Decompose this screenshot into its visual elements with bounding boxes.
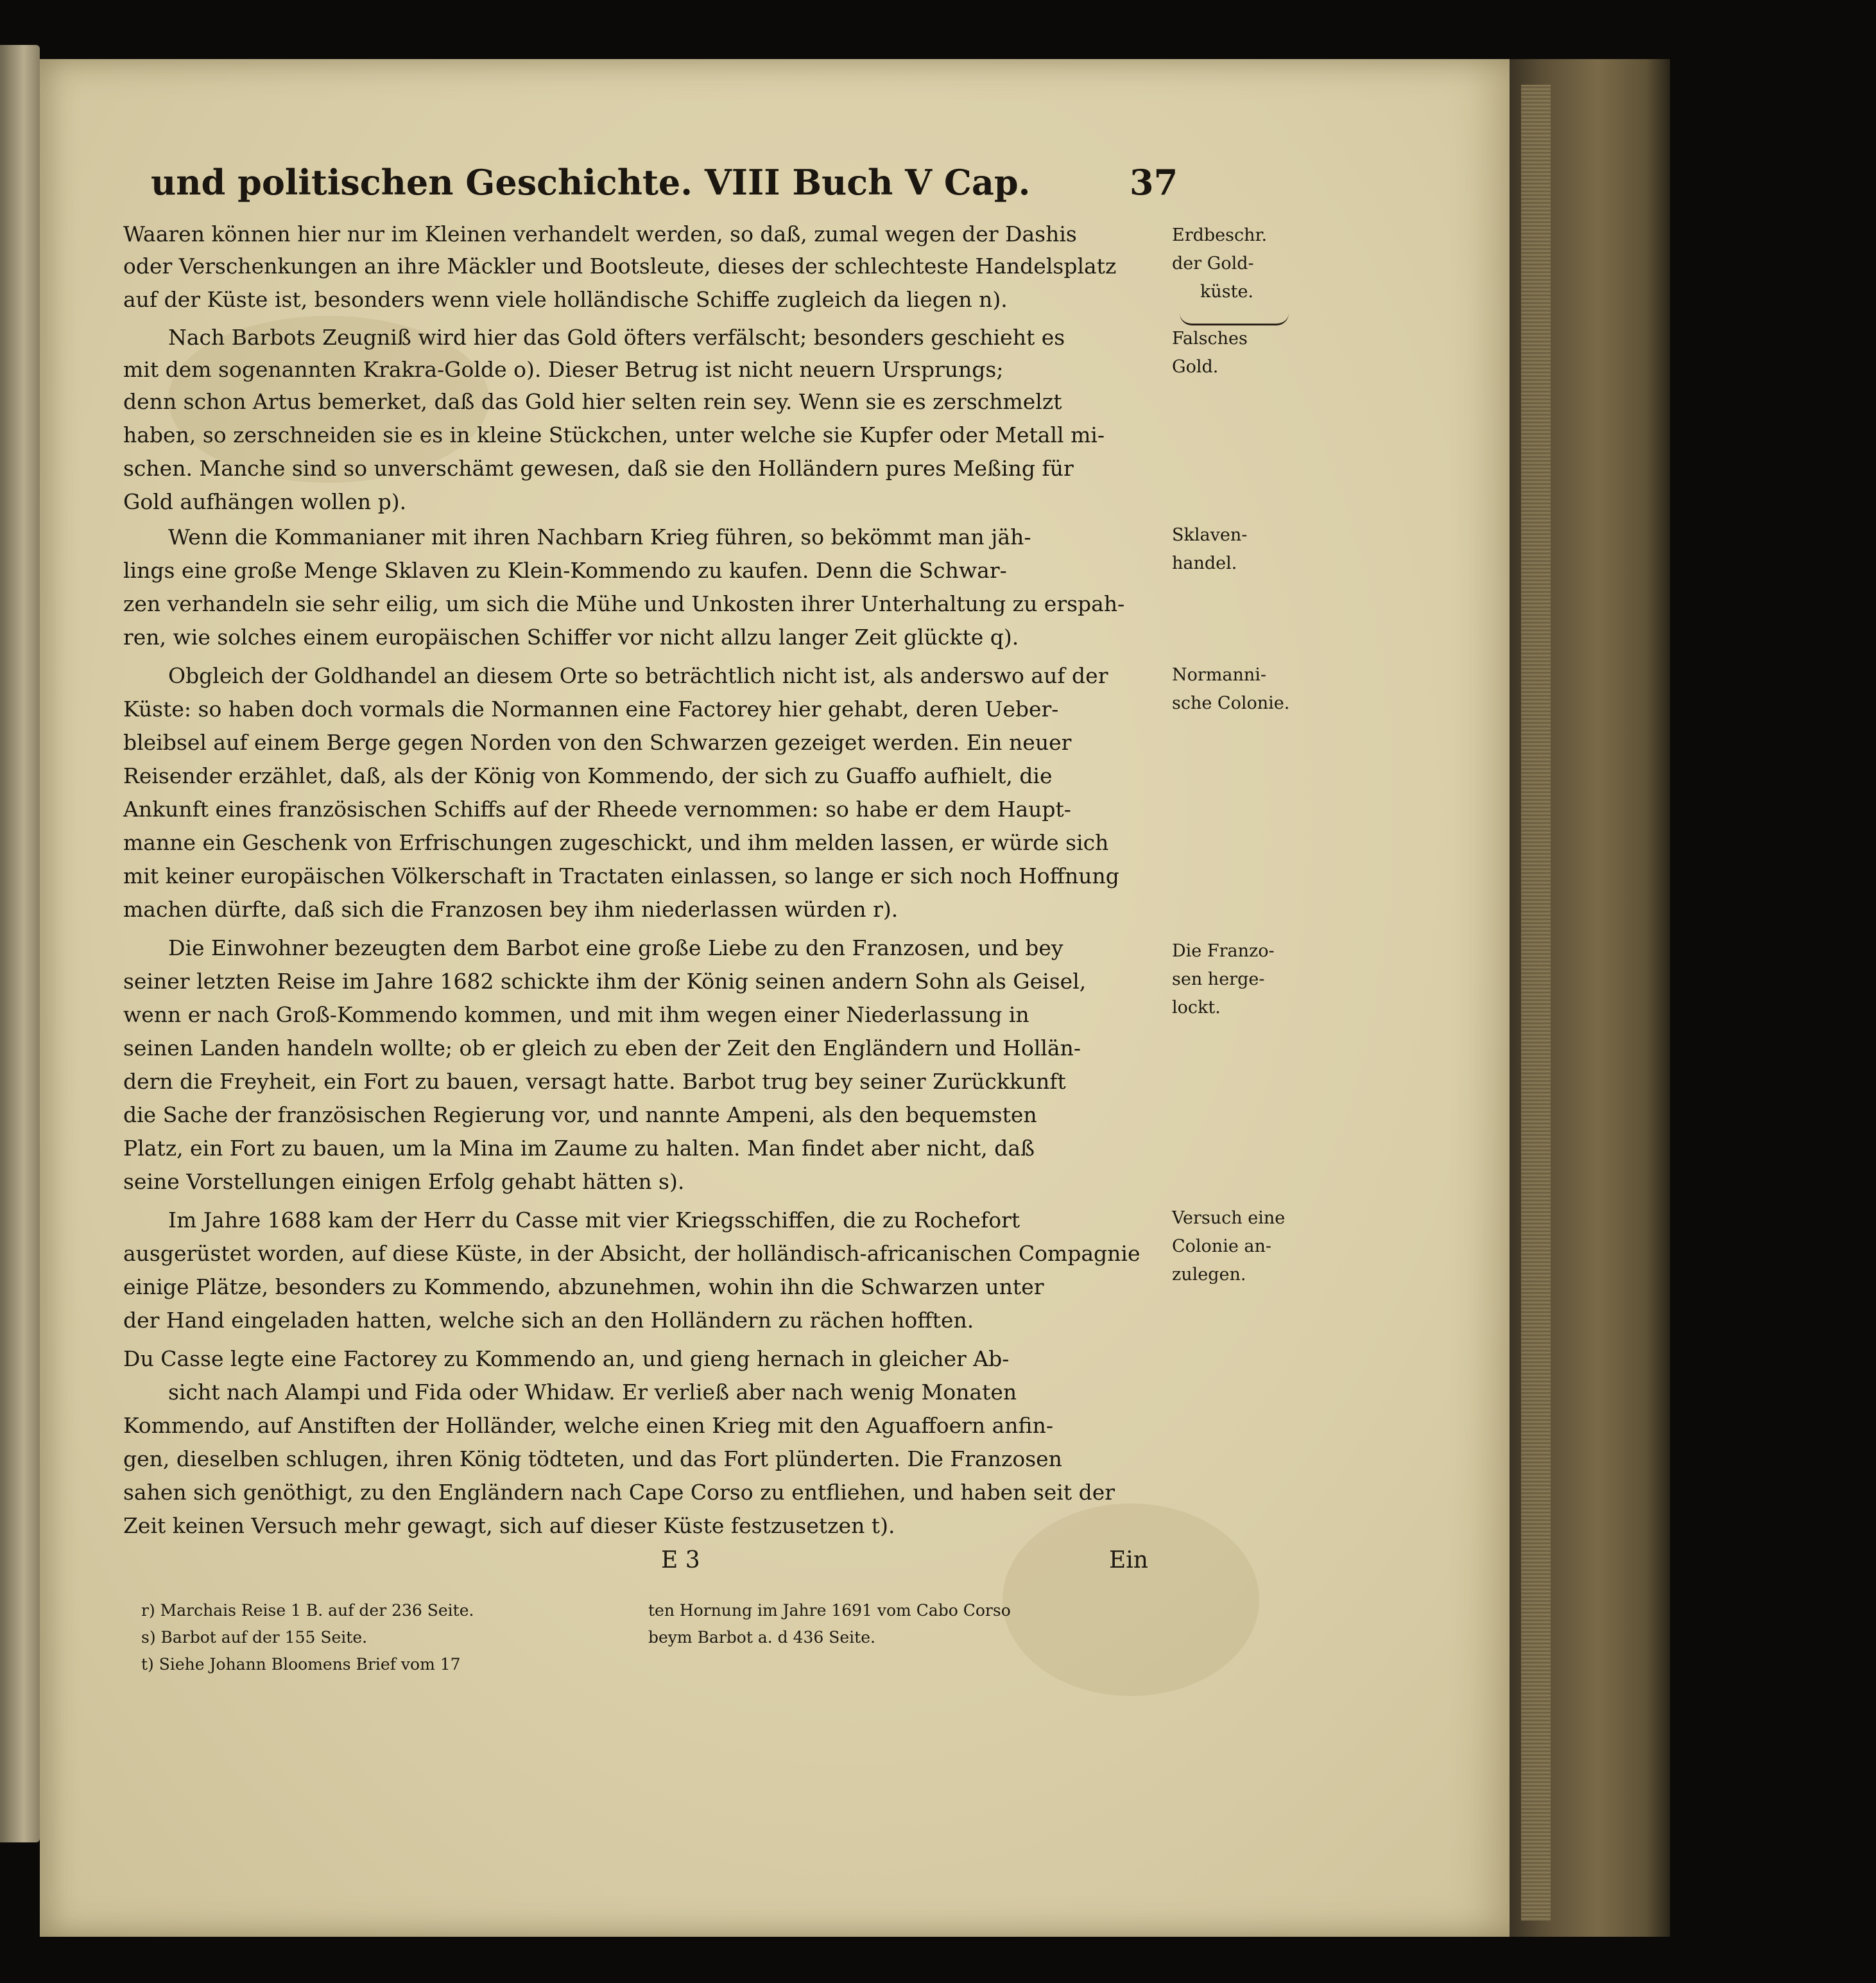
body-line: ren, wie solches einem europäischen Schiffer vor nicht allzu langer Zeit glückte q). <box>123 625 1019 650</box>
margin-bracket <box>1180 313 1289 325</box>
body-line: Reisender erzählet, daß, als der König von Kommendo, der sich zu Guaffo aufhielt, die <box>123 763 1053 788</box>
body-line: lings eine große Menge Sklaven zu Klein-Kommendo zu kaufen. Denn die Schwar- <box>123 558 1007 583</box>
body-line: Ankunft eines französischen Schiffs auf der Rheede vernommen: so habe er dem Haupt- <box>123 797 1071 822</box>
footnote-line: r) Marchais Reise 1 B. auf der 236 Seite. <box>141 1601 474 1620</box>
body-line: die Sache der französischen Regierung vor, und nannte Ampeni, als den bequemsten <box>123 1102 1037 1127</box>
body-line: schen. Manche sind so unverschämt gewesen, daß sie den Holländern pures Meßing für <box>123 456 1074 481</box>
body-line: auf der Küste ist, besonders wenn viele holländische Schiffe zugleich da liegen n). <box>123 287 1008 312</box>
body-line: Kommendo, auf Anstiften der Holländer, welche einen Krieg mit den Aguaffoern anfin- <box>123 1413 1053 1438</box>
body-line: Wenn die Kommanianer mit ihren Nachbarn Krieg führen, so bekömmt man jäh- <box>168 524 1031 550</box>
body-line: denn schon Artus bemerket, daß das Gold hier selten rein sey. Wenn sie es zerschmelzt <box>123 389 1062 414</box>
previous-page-edge <box>0 45 40 1842</box>
margin-note-line: handel. <box>1172 553 1237 573</box>
body-line: Im Jahre 1688 kam der Herr du Casse mit vier Kriegsschiffen, die zu Rochefort <box>168 1208 1020 1233</box>
body-line: Du Casse legte eine Factorey zu Kommendo an, und gieng hernach in gleicher Ab- <box>123 1346 1010 1371</box>
margin-note-line: Gold. <box>1172 357 1219 377</box>
body-line: manne ein Geschenk von Erfrischungen zugeschickt, und ihm melden lassen, er würde sich <box>123 830 1109 855</box>
margin-note-line: Colonie an- <box>1172 1236 1271 1256</box>
footnote-line: ten Hornung im Jahre 1691 vom Cabo Corso <box>648 1601 1011 1620</box>
margin-note-line: sche Colonie. <box>1172 693 1290 713</box>
footnote-line: t) Siehe Johann Bloomens Brief vom 17 <box>141 1655 461 1674</box>
margin-note-line: Die Franzo- <box>1172 941 1275 961</box>
body-line: bleibsel auf einem Berge gegen Norden von den Schwarzen gezeiget werden. Ein neuer <box>123 730 1072 755</box>
body-line: zen verhandeln sie sehr eilig, um sich die Mühe und Unkosten ihrer Unterhaltung zu erspah- <box>123 591 1125 616</box>
body-line: Die Einwohner bezeugten dem Barbot eine große Liebe zu den Franzosen, und bey <box>168 935 1063 960</box>
body-line: wenn er nach Groß-Kommendo kommen, und mit ihm wegen einer Niederlassung in <box>123 1002 1029 1027</box>
body-line: haben, so zerschneiden sie es in kleine Stückchen, unter welche sie Kupfer oder Metall mi- <box>123 422 1105 447</box>
body-line: einige Plätze, besonders zu Kommendo, abzunehmen, wohin ihn die Schwarzen unter <box>123 1274 1044 1299</box>
body-line: gen, dieselben schlugen, ihren König tödteten, und das Fort plünderten. Die Franzosen <box>123 1446 1062 1471</box>
body-line: mit dem sogenannten Krakra-Golde o). Dieser Betrug ist nicht neuern Ursprungs; <box>123 357 1004 382</box>
body-line: Platz, ein Fort zu bauen, um la Mina im Zaume zu halten. Man findet aber nicht, daß <box>123 1136 1035 1161</box>
page-number: 37 <box>1130 162 1178 203</box>
margin-note-line: sen herge- <box>1172 969 1265 989</box>
margin-note-line: Falsches <box>1172 329 1248 349</box>
margin-note-line: zulegen. <box>1172 1265 1246 1285</box>
margin-note-line: Normanni- <box>1172 665 1267 685</box>
running-title: und politischen Geschichte. VIII Buch V Cap. <box>151 162 1031 203</box>
margin-note-line: küste. <box>1200 282 1254 302</box>
margin-note-line: lockt. <box>1172 998 1221 1017</box>
footnote-line: s) Barbot auf der 155 Seite. <box>141 1628 368 1647</box>
body-line: Küste: so haben doch vormals die Normannen eine Factorey hier gehabt, deren Ueber- <box>123 697 1059 722</box>
running-head <box>151 149 1178 207</box>
body-line: mit keiner europäischen Völkerschaft in Tractaten einlassen, so lange er sich noch Hoffnung <box>123 863 1119 888</box>
body-line: Nach Barbots Zeugniß wird hier das Gold öfters verfälscht; besonders geschieht es <box>168 325 1065 350</box>
body-line: seine Vorstellungen einigen Erfolg gehabt hätten s). <box>123 1169 685 1194</box>
margin-note-line: Sklaven- <box>1172 525 1248 545</box>
page-block-edge <box>1510 59 1670 1937</box>
margin-note-line: der Gold- <box>1172 254 1254 273</box>
body-line: sicht nach Alampi und Fida oder Whidaw. Er verließ aber nach wenig Monaten <box>168 1380 1017 1405</box>
body-line: seinen Landen handeln wollte; ob er gleich zu eben der Zeit den Engländern und Hollän- <box>123 1035 1081 1061</box>
body-line: Zeit keinen Versuch mehr gewagt, sich auf dieser Küste festzusetzen t). <box>123 1513 895 1538</box>
body-line: Obgleich der Goldhandel an diesem Orte so beträchtlich nicht ist, als anderswo auf der <box>168 663 1108 688</box>
catchword: Ein <box>1109 1547 1148 1573</box>
body-line: ausgerüstet worden, auf diese Küste, in der Absicht, der holländisch-africanischen Compagnie <box>123 1241 1140 1266</box>
body-line: Waaren können hier nur im Kleinen verhandelt werden, so daß, zumal wegen der Dashis <box>123 221 1077 247</box>
signature-mark: E 3 <box>661 1547 700 1573</box>
body-line: der Hand eingeladen hatten, welche sich an den Holländern zu rächen hofften. <box>123 1308 974 1333</box>
body-line: Gold aufhängen wollen p). <box>123 489 407 514</box>
margin-note-line: Erdbeschr. <box>1172 225 1268 245</box>
body-line: sahen sich genöthigt, zu den Engländern nach Cape Corso zu entfliehen, und haben seit der <box>123 1480 1115 1505</box>
body-line: machen dürfte, daß sich die Franzosen bey ihm niederlassen würden r). <box>123 897 899 922</box>
body-line: dern die Freyheit, ein Fort zu bauen, versagt hatte. Barbot trug bey seiner Zurückkunft <box>123 1069 1066 1094</box>
margin-note-line: Versuch eine <box>1172 1208 1286 1228</box>
body-line: seiner letzten Reise im Jahre 1682 schickte ihm der König seinen andern Sohn als Geisel, <box>123 969 1087 994</box>
body-line: oder Verschenkungen an ihre Mäckler und Bootsleute, dieses der schlechteste Handelsplatz <box>123 254 1117 279</box>
footnote-line: beym Barbot a. d 436 Seite. <box>648 1628 875 1647</box>
